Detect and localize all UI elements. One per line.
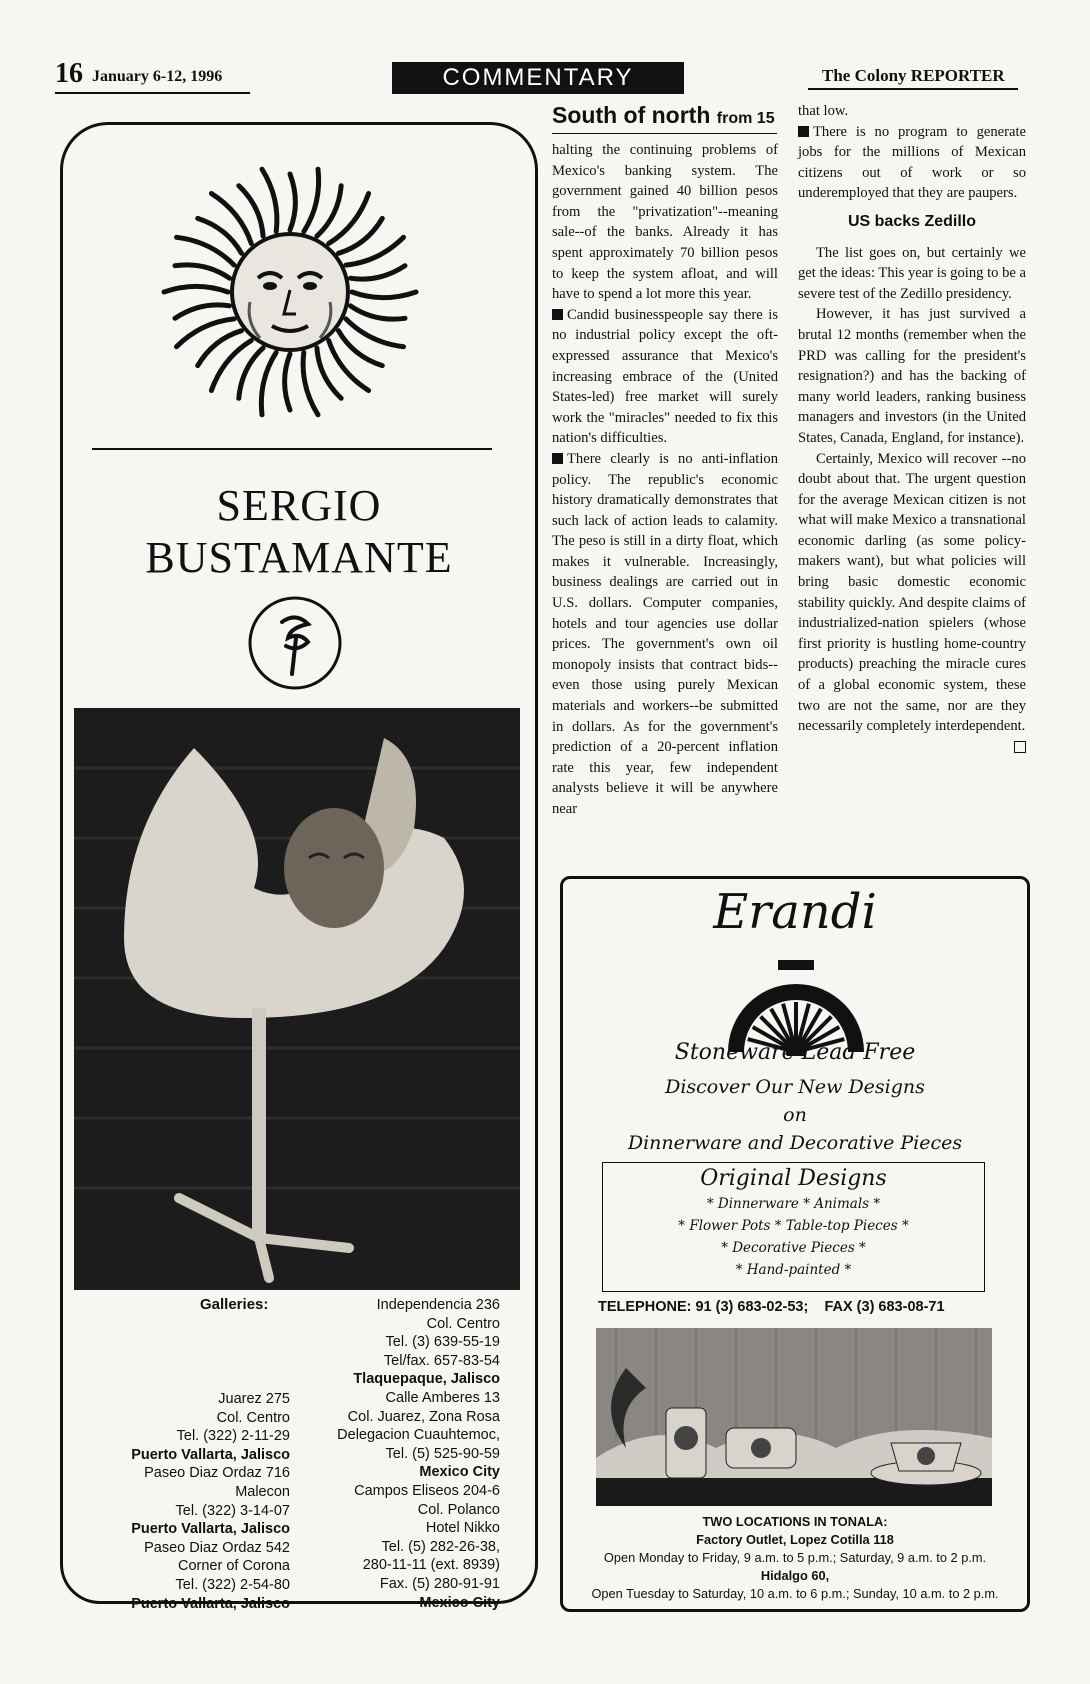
brand-logo-text: Erandi [713,884,877,940]
header-rule [55,92,250,94]
gallery-line: Puerto Vallarta, Jalisco [131,1521,290,1538]
paragraph-text: The list goes on, but certainly we get the ideas: This year is going to be a severe test of the Zedillo presidency. [798,244,1026,302]
gallery-line: Tel. (322) 2-54-80 [175,1576,290,1593]
article-paragraph [552,305,778,449]
gallery-line: Independencia 236 [376,1297,500,1313]
gallery-line: Tlaquepaque, Jalisco [353,1371,500,1388]
paragraph-text: that low. [798,103,849,119]
ad-line-designs: Discover Our New Designs [665,1076,925,1098]
gallery-line: Juarez 275 [218,1391,290,1407]
gallery-line: Calle Amberes 13 [385,1389,500,1406]
article-subhead: US backs Zedillo [847,212,977,230]
box-line: * Hand-painted * [735,1262,852,1278]
gallery-line: Mexico City [419,1464,500,1481]
gallery-line: Col. Centro [216,1409,290,1426]
article-column-2 [798,101,1026,753]
gallery-line: Paseo Diaz Ordaz 542 [144,1539,290,1556]
end-of-story-icon [1014,741,1026,753]
box-line: * Dinnerware * Animals * [706,1196,881,1212]
location-2-name: Hidalgo 60, [760,1568,830,1583]
box-line: * Decorative Pieces * [721,1240,866,1256]
gallery-line: Puerto Vallarta, Jalisco [131,1446,290,1463]
paragraph-text: Certainly, Mexico will recover --no doubt about that. The urgent question for the average Mexican citizen is not what will make Mexico a transnational economic darling (as some policy-makers want), but what policies will bring basic domestic economic stability quickly. And despite claims of industrialized-nation spielers (whose first priority is hustling home-country products) preaching the miracle cures of a global economic system, these two are not the same, nor are they necessarily completely interdependent. [798,450,1026,735]
sun-face-illustration [160,162,420,422]
gallery-line: Campos Eliseos 204-6 [354,1482,500,1499]
fax: FAX (3) 683-08-71 [824,1299,945,1315]
paragraph-text: There clearly is no anti-inflation policy. The republic's economic history dramatically demonstrates that such lack of action leads to calamity. The peso is still in a dirty float, which makes it vulnerable. Increasingly, business dealings are carried out in U.S. dollars. Computer companies, hotels and tour agencies use dollar prices. The government's own oil monopoly insists that contract bids--even those using purely Mexican materials and workers--be submitted in dollars. As for the government's prediction of a 20-percent inflation rate this year, few independent analysts believe it will be anywhere near [552,450,778,817]
headline-text: South of north [552,102,711,128]
article-paragraph [798,449,1026,737]
column-2-top [798,101,1026,204]
bullet-icon [798,126,809,137]
locations-title: TWO LOCATIONS IN TONALA: [702,1514,888,1529]
gallery-line: Puerto Vallarta, Jalisco [131,1595,290,1612]
header-rule-right [808,88,1018,90]
contact-line [598,1299,945,1315]
gallery-line: Col. Centro [426,1315,500,1332]
gallery-line: Tel. (5) 525-90-59 [385,1445,500,1462]
galleries-list-left [100,1390,290,1613]
artist-monogram-icon [246,594,344,692]
article-paragraph [552,449,778,820]
gallery-line: 280-11-11 (ext. 8939) [362,1557,500,1574]
gallery-line: Tel. (3) 639-55-19 [385,1334,500,1351]
gallery-line: Malecon [235,1483,290,1500]
box-line: * Flower Pots * Table-top Pieces * [678,1218,909,1234]
artist-last-name: BUSTAMANTE [145,533,453,582]
ad-divider [92,448,492,450]
original-designs-title: Original Designs [700,1166,887,1191]
gallery-line: Tel. (5) 282-26-38, [381,1538,500,1555]
gallery-line: Tel. (322) 2-11-29 [176,1428,290,1445]
section-title: COMMENTARY [392,62,684,94]
column-2-bottom [798,243,1026,737]
headline-rule [552,133,777,134]
telephone: TELEPHONE: 91 (3) 683-02-53; [598,1299,809,1315]
tagline: Stoneware Lead Free [674,1040,916,1065]
paragraph-text: However, it has just survived a brutal 12 months (remember when the PRD was calling for the president's resignation?) and has the backing of many world leaders, ranking business managers and investors (in the United States, Canada, England, for instance). [798,306,1026,446]
artist-first-name: SERGIO [216,481,382,530]
paragraph-text: Candid businesspeople say there is no industrial policy except the oft-expressed assurance that Mexico's increasing embrace of the (United States-led) free market will surely work the "miracles" needed to fix this nation's difficulties. [552,306,778,447]
gallery-line: Mexico City [419,1594,500,1611]
gallery-line: Corner of Corona [177,1558,290,1575]
gallery-line: Paseo Diaz Ordaz 716 [144,1465,290,1482]
bullet-icon [552,453,563,464]
artist-name [60,480,538,584]
galleries-list-right [310,1296,500,1612]
paragraph-text: halting the continuing problems of Mexico's banking system. The government gained 40 billion pesos from the "privatization"--meaning sale--of the banks. Already it has spent approximately 70 billion pesos to keep the system afloat, and will have to spend a lot more this year. [552,142,778,303]
galleries-label: Galleries: [200,1296,269,1313]
issue-date: January 6-12, 1996 [92,68,223,85]
gallery-line: Hotel Nikko [425,1520,500,1537]
gallery-line: Tel/fax. 657-83-54 [383,1352,500,1369]
gallery-line: Tel. (322) 3-14-07 [175,1502,290,1519]
article-headline [552,102,775,129]
location-1-hours: Open Monday to Friday, 9 a.m. to 5 p.m.; Saturday, 9 a.m. to 2 p.m. [603,1550,987,1565]
article-paragraph [798,122,1026,204]
stoneware-photo [596,1328,992,1506]
location-2-hours: Open Tuesday to Saturday, 10 a.m. to 6 p.m.; Sunday, 10 a.m. to 2 p.m. [591,1586,999,1601]
article-paragraph [798,101,1026,122]
article-column-1 [552,140,778,820]
ad-line-on: on [783,1104,807,1126]
bullet-icon [552,309,563,320]
page-number: 16 [55,58,83,89]
gallery-line: Delegacion Cuauhtemoc, [337,1427,500,1444]
location-1-name: Factory Outlet, Lopez Cotilla 118 [696,1532,894,1547]
gallery-line: Fax. (5) 280-91-91 [379,1575,500,1592]
article-paragraph [798,304,1026,448]
paragraph-text: There is no program to generate jobs for the millions of Mexican citizens out of work or so underemployed that they are paupers. [798,123,1026,202]
sculpture-photo [74,708,520,1290]
article-paragraph [798,243,1026,305]
newspaper-name: The Colony REPORTER [822,66,1005,85]
ad-line-dinnerware: Dinnerware and Decorative Pieces [627,1132,963,1154]
article-paragraph [552,140,778,305]
gallery-line: Col. Polanco [417,1501,500,1518]
continued-from: from 15 [716,110,775,127]
gallery-line: Col. Juarez, Zona Rosa [347,1408,500,1425]
